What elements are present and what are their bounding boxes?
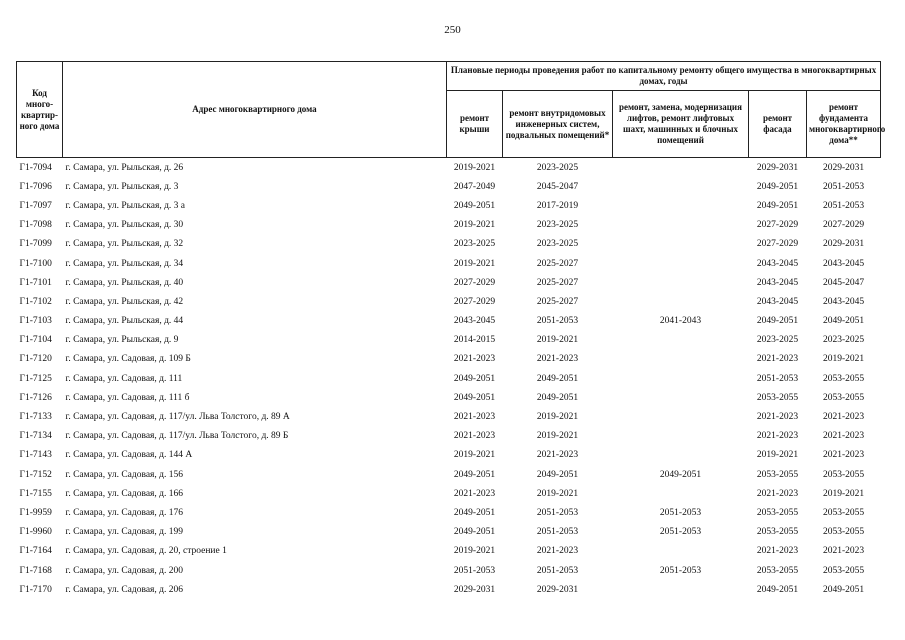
cell-engineering: 2051-2053 [536, 507, 579, 518]
cell-facade: 2053-2055 [756, 392, 799, 403]
table-row [17, 369, 881, 388]
header-engineering: ремонт внутридомовых инженерных систем, подвальных помещений* [503, 91, 613, 158]
table-row [17, 254, 881, 273]
table-row [17, 292, 881, 311]
cell-code: Г1-7098 [19, 220, 52, 231]
cell-roof: 2023-2025 [453, 239, 496, 250]
cell-engineering: 2021-2023 [536, 450, 579, 461]
cell-code: Г1-7126 [19, 392, 52, 403]
cell-engineering: 2021-2023 [536, 546, 579, 557]
cell-foundation: 2029-2031 [822, 162, 865, 173]
cell-code: Г1-7096 [19, 181, 52, 192]
cell-elevators [613, 216, 749, 235]
cell-roof: 2049-2051 [453, 469, 496, 480]
cell-facade: 2053-2055 [756, 527, 799, 538]
cell-code: Г1-7103 [19, 316, 52, 327]
cell-foundation: 2053-2055 [822, 565, 865, 576]
table-body [17, 158, 881, 600]
cell-address: г. Самара, ул. Садовая, д. 199 [65, 527, 183, 538]
table-row [17, 196, 881, 215]
cell-roof: 2021-2023 [453, 431, 496, 442]
cell-engineering: 2025-2027 [536, 277, 579, 288]
cell-address: г. Самара, ул. Рыльская, д. 44 [65, 316, 184, 327]
cell-elevators: 2041-2043 [659, 316, 702, 327]
table-row [17, 388, 881, 407]
cell-address: г. Самара, ул. Рыльская, д. 34 [65, 258, 184, 269]
cell-address: г. Самара, ул. Рыльская, д. 26 [65, 162, 184, 173]
cell-facade: 2029-2031 [756, 162, 799, 173]
cell-foundation: 2023-2025 [822, 335, 865, 346]
cell-elevators [613, 158, 749, 178]
cell-facade: 2051-2053 [756, 373, 799, 384]
cell-elevators [613, 427, 749, 446]
cell-elevators: 2051-2053 [659, 565, 702, 576]
cell-facade: 2049-2051 [756, 200, 799, 211]
cell-elevators [613, 254, 749, 273]
cell-address: г. Самара, ул. Садовая, д. 144 А [65, 450, 193, 461]
table-row [17, 465, 881, 484]
cell-engineering: 2017-2019 [536, 200, 579, 211]
cell-foundation: 2019-2021 [822, 488, 865, 499]
cell-code: Г1-7168 [19, 565, 52, 576]
cell-roof: 2051-2053 [453, 565, 496, 576]
cell-address: г. Самара, ул. Рыльская, д. 3 [65, 181, 179, 192]
header-facade: ремонт фасада [749, 91, 807, 158]
cell-facade: 2021-2023 [756, 431, 799, 442]
cell-code: Г1-7120 [19, 354, 52, 365]
cell-address: г. Самара, ул. Рыльская, д. 32 [65, 239, 184, 250]
cell-roof: 2019-2021 [453, 258, 496, 269]
cell-foundation: 2027-2029 [822, 220, 865, 231]
cell-engineering: 2025-2027 [536, 258, 579, 269]
cell-address: г. Самара, ул. Садовая, д. 206 [65, 584, 183, 595]
cell-facade: 2043-2045 [756, 258, 799, 269]
table-row [17, 580, 881, 599]
cell-roof: 2014-2015 [453, 335, 496, 346]
cell-facade: 2053-2055 [756, 507, 799, 518]
cell-code: Г1-7170 [19, 584, 52, 595]
cell-engineering: 2049-2051 [536, 469, 579, 480]
cell-engineering: 2019-2021 [536, 488, 579, 499]
table-row [17, 503, 881, 522]
cell-elevators [613, 292, 749, 311]
table-row [17, 312, 881, 331]
cell-code: Г1-7104 [19, 335, 52, 346]
cell-facade: 2049-2051 [756, 316, 799, 327]
cell-address: г. Самара, ул. Садовая, д. 111 б [65, 392, 190, 403]
table-row [17, 273, 881, 292]
cell-code: Г1-9959 [19, 507, 52, 518]
table-row [17, 158, 881, 178]
page-number: 250 [444, 24, 461, 36]
cell-engineering: 2025-2027 [536, 296, 579, 307]
cell-elevators [613, 580, 749, 599]
cell-foundation: 2021-2023 [822, 431, 865, 442]
cell-facade: 2049-2051 [756, 584, 799, 595]
cell-foundation: 2019-2021 [822, 354, 865, 365]
cell-address: г. Самара, ул. Садовая, д. 166 [65, 488, 183, 499]
cell-elevators [613, 350, 749, 369]
cell-engineering: 2049-2051 [536, 373, 579, 384]
cell-address: г. Самара, ул. Рыльская, д. 9 [65, 335, 179, 346]
header-address: Адрес многоквартирного дома [63, 62, 447, 158]
cell-address: г. Самара, ул. Рыльская, д. 30 [65, 220, 184, 231]
cell-elevators: 2051-2053 [659, 507, 702, 518]
table-row [17, 446, 881, 465]
cell-facade: 2053-2055 [756, 469, 799, 480]
cell-address: г. Самара, ул. Садовая, д. 109 Б [65, 354, 191, 365]
cell-roof: 2029-2031 [453, 584, 496, 595]
header-code: Код много-квартир-ного дома [17, 62, 63, 158]
cell-foundation: 2051-2053 [822, 200, 865, 211]
cell-engineering: 2051-2053 [536, 316, 579, 327]
cell-elevators: 2051-2053 [659, 527, 702, 538]
cell-roof: 2027-2029 [453, 277, 496, 288]
cell-facade: 2019-2021 [756, 450, 799, 461]
cell-elevators [613, 446, 749, 465]
cell-roof: 2021-2023 [453, 412, 496, 423]
cell-code: Г1-7152 [19, 469, 52, 480]
cell-elevators [613, 542, 749, 561]
cell-foundation: 2021-2023 [822, 412, 865, 423]
cell-engineering: 2045-2047 [536, 181, 579, 192]
cell-address: г. Самара, ул. Рыльская, д. 42 [65, 296, 184, 307]
cell-elevators [613, 331, 749, 350]
cell-roof: 2049-2051 [453, 373, 496, 384]
cell-foundation: 2021-2023 [822, 546, 865, 557]
cell-code: Г1-7155 [19, 488, 52, 499]
cell-roof: 2047-2049 [453, 181, 496, 192]
cell-address: г. Самара, ул. Садовая, д. 200 [65, 565, 183, 576]
table-row [17, 235, 881, 254]
cell-roof: 2021-2023 [453, 488, 496, 499]
cell-address: г. Самара, ул. Садовая, д. 117/ул. Льва Толстого, д. 89 Б [65, 431, 289, 442]
cell-elevators [613, 407, 749, 426]
cell-address: г. Самара, ул. Рыльская, д. 40 [65, 277, 184, 288]
cell-roof: 2049-2051 [453, 527, 496, 538]
cell-code: Г1-7164 [19, 546, 52, 557]
cell-foundation: 2053-2055 [822, 392, 865, 403]
cell-address: г. Самара, ул. Садовая, д. 117/ул. Льва Толстого, д. 89 А [65, 412, 290, 423]
table-row [17, 484, 881, 503]
cell-foundation: 2053-2055 [822, 373, 865, 384]
cell-code: Г1-7102 [19, 296, 52, 307]
cell-address: г. Самара, ул. Садовая, д. 20, строение 1 [65, 546, 227, 557]
cell-elevators [613, 196, 749, 215]
cell-facade: 2023-2025 [756, 335, 799, 346]
cell-engineering: 2023-2025 [536, 220, 579, 231]
cell-foundation: 2045-2047 [822, 277, 865, 288]
cell-roof: 2019-2021 [453, 220, 496, 231]
cell-foundation: 2043-2045 [822, 296, 865, 307]
cell-code: Г1-7134 [19, 431, 52, 442]
cell-code: Г1-7100 [19, 258, 52, 269]
cell-foundation: 2021-2023 [822, 450, 865, 461]
cell-facade: 2027-2029 [756, 220, 799, 231]
header-foundation: ремонт фундамента многоквартирного дома** [807, 91, 881, 158]
cell-code: Г1-7143 [19, 450, 52, 461]
header-elevators: ремонт, замена, модернизация лифтов, ремонт лифтовых шахт, машинных и блочных помещений [613, 91, 749, 158]
cell-facade: 2043-2045 [756, 277, 799, 288]
cell-foundation: 2049-2051 [822, 584, 865, 595]
cell-engineering: 2023-2025 [536, 162, 579, 173]
cell-foundation: 2029-2031 [822, 239, 865, 250]
cell-code: Г1-7125 [19, 373, 52, 384]
cell-foundation: 2051-2053 [822, 181, 865, 192]
cell-roof: 2049-2051 [453, 507, 496, 518]
cell-elevators [613, 273, 749, 292]
table-row [17, 331, 881, 350]
cell-engineering: 2051-2053 [536, 565, 579, 576]
cell-code: Г1-9960 [19, 527, 52, 538]
cell-facade: 2021-2023 [756, 354, 799, 365]
cell-engineering: 2049-2051 [536, 392, 579, 403]
cell-engineering: 2023-2025 [536, 239, 579, 250]
cell-code: Г1-7133 [19, 412, 52, 423]
cell-facade: 2021-2023 [756, 488, 799, 499]
cell-roof: 2019-2021 [453, 162, 496, 173]
table-row [17, 216, 881, 235]
table-row [17, 561, 881, 580]
cell-engineering: 2019-2021 [536, 412, 579, 423]
cell-foundation: 2049-2051 [822, 316, 865, 327]
table-row [17, 542, 881, 561]
cell-engineering: 2019-2021 [536, 335, 579, 346]
table-row [17, 407, 881, 426]
cell-roof: 2019-2021 [453, 450, 496, 461]
cell-facade: 2043-2045 [756, 296, 799, 307]
table-row [17, 523, 881, 542]
cell-roof: 2049-2051 [453, 200, 496, 211]
cell-engineering: 2019-2021 [536, 431, 579, 442]
cell-facade: 2049-2051 [756, 181, 799, 192]
cell-address: г. Самара, ул. Садовая, д. 156 [65, 469, 183, 480]
cell-roof: 2049-2051 [453, 392, 496, 403]
cell-roof: 2027-2029 [453, 296, 496, 307]
cell-facade: 2021-2023 [756, 546, 799, 557]
table-row [17, 427, 881, 446]
capital-repair-schedule-table [16, 61, 886, 599]
cell-roof: 2021-2023 [453, 354, 496, 365]
cell-foundation: 2053-2055 [822, 469, 865, 480]
cell-address: г. Самара, ул. Рыльская, д. 3 а [65, 200, 186, 211]
cell-engineering: 2021-2023 [536, 354, 579, 365]
cell-elevators [613, 235, 749, 254]
cell-code: Г1-7099 [19, 239, 52, 250]
cell-foundation: 2053-2055 [822, 527, 865, 538]
header-periods-group: Плановые периоды проведения работ по капитальному ремонту общего имущества в многоквартирных домах, годы [447, 62, 881, 91]
cell-elevators [613, 484, 749, 503]
table-row [17, 177, 881, 196]
cell-address: г. Самара, ул. Садовая, д. 111 [65, 373, 183, 384]
cell-facade: 2027-2029 [756, 239, 799, 250]
cell-engineering: 2051-2053 [536, 527, 579, 538]
cell-elevators: 2049-2051 [659, 469, 702, 480]
cell-foundation: 2053-2055 [822, 507, 865, 518]
cell-code: Г1-7097 [19, 200, 52, 211]
cell-foundation: 2043-2045 [822, 258, 865, 269]
table-row [17, 350, 881, 369]
cell-facade: 2053-2055 [756, 565, 799, 576]
cell-code: Г1-7101 [19, 277, 52, 288]
cell-address: г. Самара, ул. Садовая, д. 176 [65, 507, 183, 518]
cell-engineering: 2029-2031 [536, 584, 579, 595]
cell-elevators [613, 177, 749, 196]
cell-elevators [613, 388, 749, 407]
cell-roof: 2043-2045 [453, 316, 496, 327]
cell-facade: 2021-2023 [756, 412, 799, 423]
header-roof: ремонт крыши [447, 91, 503, 158]
cell-roof: 2019-2021 [453, 546, 496, 557]
cell-elevators [613, 369, 749, 388]
cell-code: Г1-7094 [19, 162, 52, 173]
